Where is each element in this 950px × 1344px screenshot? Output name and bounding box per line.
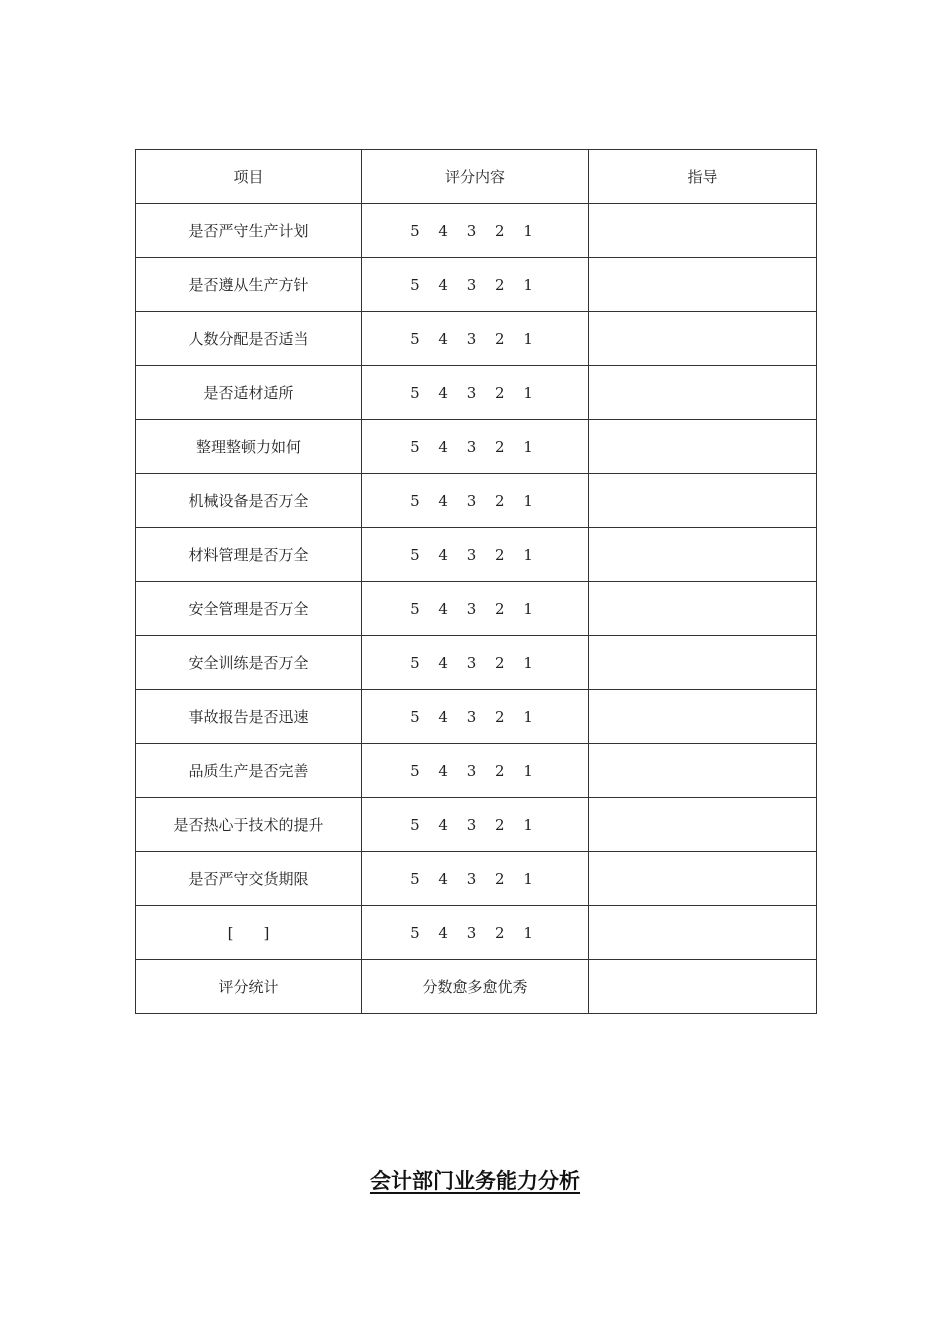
score-cell: 5 4 3 2 1 bbox=[362, 420, 589, 474]
guidance-cell bbox=[589, 204, 817, 258]
header-score: 评分内容 bbox=[362, 150, 589, 204]
score-cell: 5 4 3 2 1 bbox=[362, 474, 589, 528]
item-cell: 机械设备是否万全 bbox=[136, 474, 362, 528]
item-cell: 是否严守生产计划 bbox=[136, 204, 362, 258]
item-cell: [ ] bbox=[136, 906, 362, 960]
table-row bbox=[136, 744, 817, 798]
section-title-text: 会计部门业务能力分析 bbox=[370, 1168, 580, 1193]
header-item: 项目 bbox=[136, 150, 362, 204]
item-cell: 安全管理是否万全 bbox=[136, 582, 362, 636]
header-guidance: 指导 bbox=[589, 150, 817, 204]
score-cell: 5 4 3 2 1 bbox=[362, 636, 589, 690]
item-cell: 是否严守交货期限 bbox=[136, 852, 362, 906]
guidance-cell bbox=[589, 258, 817, 312]
guidance-cell bbox=[589, 798, 817, 852]
section-title bbox=[0, 1165, 950, 1195]
item-cell: 整理整顿力如何 bbox=[136, 420, 362, 474]
guidance-cell bbox=[589, 744, 817, 798]
table-row bbox=[136, 798, 817, 852]
guidance-cell bbox=[589, 528, 817, 582]
item-cell: 事故报告是否迅速 bbox=[136, 690, 362, 744]
item-cell: 品质生产是否完善 bbox=[136, 744, 362, 798]
score-cell: 5 4 3 2 1 bbox=[362, 906, 589, 960]
table-row bbox=[136, 258, 817, 312]
item-cell: 人数分配是否适当 bbox=[136, 312, 362, 366]
table-row bbox=[136, 528, 817, 582]
item-cell: 是否遵从生产方针 bbox=[136, 258, 362, 312]
item-cell: 是否适材适所 bbox=[136, 366, 362, 420]
guidance-cell bbox=[589, 366, 817, 420]
score-cell: 5 4 3 2 1 bbox=[362, 528, 589, 582]
guidance-cell bbox=[589, 906, 817, 960]
summary-note-cell: 分数愈多愈优秀 bbox=[362, 960, 589, 1014]
table-row bbox=[136, 852, 817, 906]
table-row bbox=[136, 204, 817, 258]
table-row bbox=[136, 690, 817, 744]
table-row bbox=[136, 474, 817, 528]
score-cell: 5 4 3 2 1 bbox=[362, 798, 589, 852]
guidance-cell bbox=[589, 474, 817, 528]
table-header-row bbox=[136, 150, 817, 204]
guidance-cell bbox=[589, 852, 817, 906]
table-summary-row bbox=[136, 960, 817, 1014]
item-cell: 是否热心于技术的提升 bbox=[136, 798, 362, 852]
table-row bbox=[136, 312, 817, 366]
summary-label-cell: 评分统计 bbox=[136, 960, 362, 1014]
table-row bbox=[136, 366, 817, 420]
guidance-cell bbox=[589, 312, 817, 366]
score-cell: 5 4 3 2 1 bbox=[362, 312, 589, 366]
score-cell: 5 4 3 2 1 bbox=[362, 582, 589, 636]
table-row bbox=[136, 420, 817, 474]
guidance-cell bbox=[589, 960, 817, 1014]
item-cell: 材料管理是否万全 bbox=[136, 528, 362, 582]
evaluation-table bbox=[135, 149, 817, 1014]
table-row bbox=[136, 636, 817, 690]
table-row bbox=[136, 582, 817, 636]
score-cell: 5 4 3 2 1 bbox=[362, 744, 589, 798]
guidance-cell bbox=[589, 690, 817, 744]
guidance-cell bbox=[589, 582, 817, 636]
guidance-cell bbox=[589, 420, 817, 474]
item-cell: 安全训练是否万全 bbox=[136, 636, 362, 690]
score-cell: 5 4 3 2 1 bbox=[362, 258, 589, 312]
score-cell: 5 4 3 2 1 bbox=[362, 366, 589, 420]
guidance-cell bbox=[589, 636, 817, 690]
score-cell: 5 4 3 2 1 bbox=[362, 204, 589, 258]
score-cell: 5 4 3 2 1 bbox=[362, 852, 589, 906]
score-cell: 5 4 3 2 1 bbox=[362, 690, 589, 744]
table-row bbox=[136, 906, 817, 960]
